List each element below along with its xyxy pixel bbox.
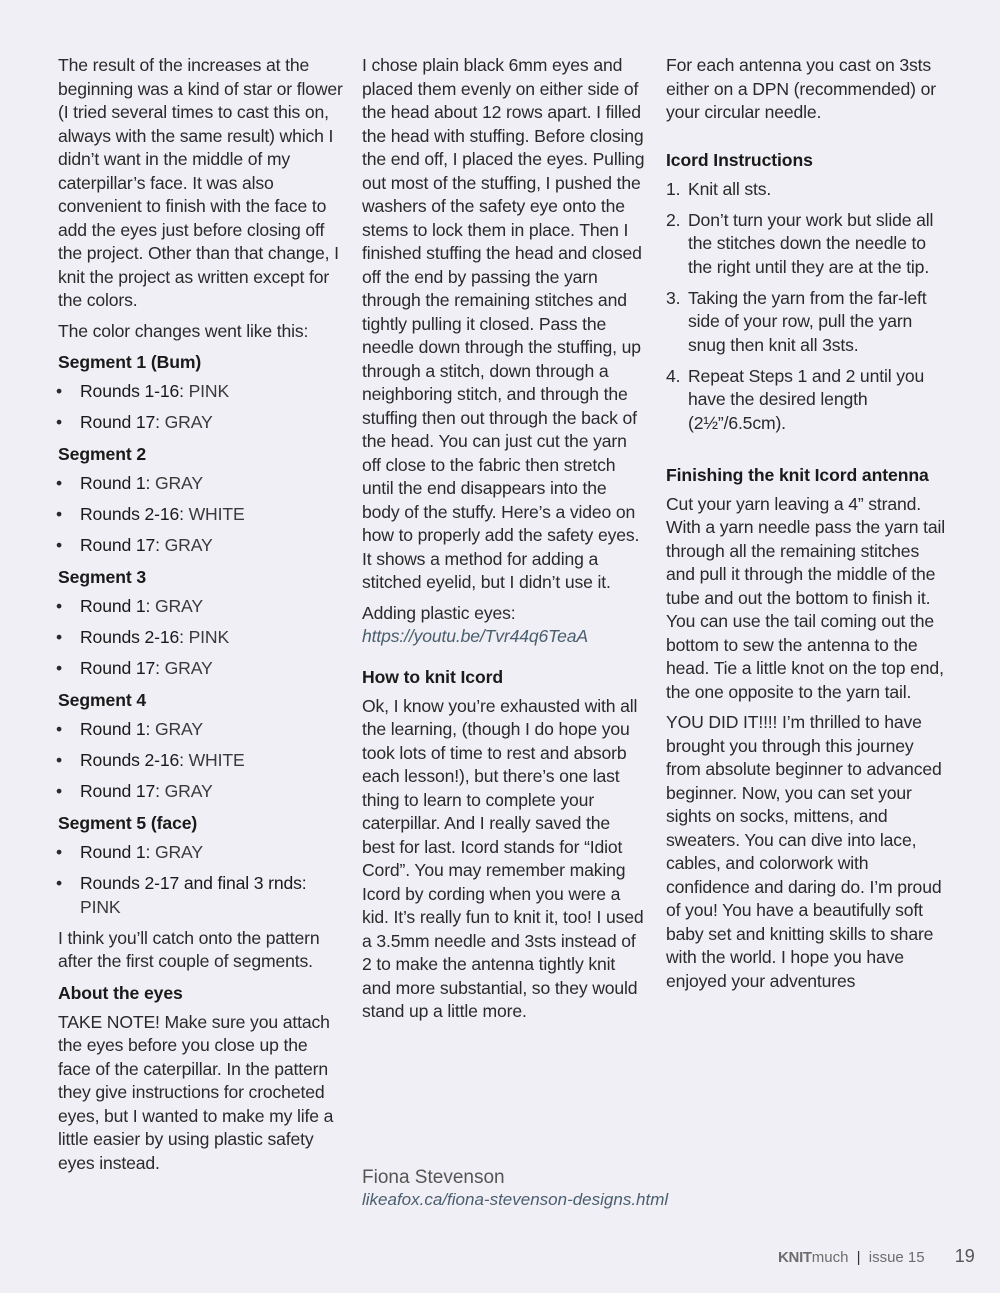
step-text: Don’t turn your work but slide all the stitches down the needle to the right until they are at the tip. xyxy=(688,209,934,277)
video-link[interactable]: https://youtu.be/Tvr44q6TeaA xyxy=(362,626,588,646)
round-color: GRAY xyxy=(164,412,213,432)
bullet-icon: • xyxy=(56,473,63,493)
round-list xyxy=(58,595,343,681)
round-label: Round 1 xyxy=(80,719,146,739)
round-colon: : xyxy=(155,658,160,678)
segment-heading: Segment 2 xyxy=(58,444,147,464)
round-colon: : xyxy=(155,412,160,432)
step-text: Knit all sts. xyxy=(688,178,772,199)
icord-heading: How to knit Icord xyxy=(362,666,504,687)
round-item xyxy=(57,534,342,558)
round-color: PINK xyxy=(188,381,230,401)
round-color: GRAY xyxy=(154,473,203,493)
round-colon: : xyxy=(145,596,151,616)
round-colon: : xyxy=(179,750,184,770)
finishing-heading: Finishing the knit Icord antenna xyxy=(666,464,929,485)
bullet-icon: • xyxy=(56,781,63,801)
round-item xyxy=(57,780,342,804)
page-footer xyxy=(778,1246,975,1267)
round-item xyxy=(57,411,342,435)
round-color: GRAY xyxy=(164,781,213,801)
round-color: GRAY xyxy=(164,535,213,555)
round-list xyxy=(58,380,343,435)
video-block xyxy=(362,602,647,649)
round-color: GRAY xyxy=(154,596,203,616)
bullet-icon: • xyxy=(56,596,63,616)
column-1 xyxy=(58,54,343,1182)
column-3 xyxy=(666,54,951,1000)
spacer xyxy=(362,649,647,665)
issue-number: issue 15 xyxy=(868,1249,925,1266)
icord-paragraph: Ok, I know you’re exhausted with all the learning, (though I do hope you took lots of time to rest and absorb each lesson!), but there’s one last thing to learn to complete your caterpillar. And I really saved the best for last. Icord stands for “Idiot Cord”. You may remember making Icord by cording when you were a kid. It’s really fun to knit it, too! I used a 3.5mm needle and 3sts instead of 2 to make the antenna tightly knit and more substantial, so they would stand up a little more. xyxy=(362,695,644,1021)
step-number: 3. xyxy=(666,287,681,308)
bullet-icon: • xyxy=(56,873,63,893)
eyes-placement-paragraph: I chose plain black 6mm eyes and placed them evenly on either side of the head about 12 rows apart. I filled the head with stuffing. Before closing the end off, I placed the eyes. Pulling out most of the stuffing, I pushed the washers of the safety eye onto the stems to lock them in place. Then I finished stuffing the head and closed off the end by passing the yarn through the remaining stitches and tightly pulling it closed. Pass the needle down through the stuffing, up through a stitch, down through a neighboring stitch, and through the stuffing then out through the back of the head. You can just cut the yarn off close to the fabric then stretch until the end disappears into the body of the stuffy. Here’s a video on how to properly add the safety eyes. It shows a method for adding a stitched eyelid, but I didn’t use it. xyxy=(362,55,645,592)
round-item xyxy=(57,749,342,773)
icord-steps-list xyxy=(666,178,951,436)
step-number: 1. xyxy=(666,178,681,199)
round-color: PINK xyxy=(80,896,121,917)
step-text: Taking the yarn from the far-left side of your row, pull the yarn snug then knit all 3sts. xyxy=(688,287,927,355)
round-label: Round 1 xyxy=(80,596,146,616)
round-colon: : xyxy=(179,504,184,524)
round-color: WHITE xyxy=(188,504,245,524)
bullet-icon: • xyxy=(56,504,63,524)
outro-paragraph: I think you’ll catch onto the pattern after the first couple of segments. xyxy=(58,927,320,971)
segment-list xyxy=(58,350,343,919)
footer-separator: | xyxy=(856,1249,861,1266)
round-list xyxy=(58,718,343,804)
round-color: GRAY xyxy=(154,842,203,862)
round-colon: : xyxy=(145,719,151,739)
round-label: Rounds 1-16 xyxy=(80,381,180,401)
round-label: Rounds 2-16 xyxy=(80,504,180,524)
segment-heading: Segment 4 xyxy=(58,690,147,710)
round-colon: : xyxy=(301,873,307,893)
icord-step xyxy=(666,365,951,436)
round-color: PINK xyxy=(188,627,230,647)
round-item xyxy=(57,380,342,404)
author-website-link[interactable]: likeafox.ca/fiona-stevenson-designs.html xyxy=(362,1190,669,1209)
bullet-icon: • xyxy=(56,627,63,647)
bullet-icon: • xyxy=(56,719,63,739)
bullet-icon: • xyxy=(56,658,63,678)
round-colon: : xyxy=(179,627,184,647)
color-changes-intro: The color changes went like this: xyxy=(58,320,309,341)
author-name: Fiona Stevenson xyxy=(362,1167,505,1188)
magazine-brand-light: much xyxy=(811,1249,849,1266)
round-list xyxy=(58,841,343,919)
round-label: Round 1 xyxy=(80,473,146,493)
round-label: Rounds 2-17 and final 3 rnds xyxy=(80,873,302,893)
round-item xyxy=(57,872,342,919)
round-colon: : xyxy=(179,381,184,401)
magazine-brand-bold: KNIT xyxy=(778,1249,812,1266)
round-list xyxy=(58,472,343,558)
column-2 xyxy=(362,54,647,1031)
finishing-paragraph: Cut your yarn leaving a 4” strand. With a yarn needle pass the yarn tail through all the remaining stitches and pull it through the middle of the tube and out the bottom to finish it. You can use the tail coming out the bottom to sew the antenna to the head. Tie a little knot on the top end, the one opposite to the yarn tail. xyxy=(666,493,946,702)
round-item xyxy=(57,626,342,650)
round-colon: : xyxy=(145,473,151,493)
segment-heading: Segment 3 xyxy=(58,567,147,587)
round-item xyxy=(57,841,342,865)
round-label: Round 17 xyxy=(80,412,156,432)
step-number: 2. xyxy=(666,209,681,230)
round-label: Round 1 xyxy=(80,842,146,862)
round-color: GRAY xyxy=(154,719,203,739)
closing-paragraph: YOU DID IT!!!! I’m thrilled to have brought you through this journey from absolute beginner to advanced beginner. Now, you can set your sights on socks, mittens, and sweaters. You can dive into lace, cables, and colorwork with confidence and daring do. I’m proud of you! You have a beautifully soft baby set and knitting skills to share with the world. I hope you have enjoyed your adventures xyxy=(666,712,942,991)
step-number: 4. xyxy=(666,365,681,386)
page-number: 19 xyxy=(954,1246,975,1266)
eyes-heading: About the eyes xyxy=(58,982,183,1003)
bullet-icon: • xyxy=(56,412,63,432)
round-label: Round 17 xyxy=(80,781,156,801)
icord-step xyxy=(666,178,951,202)
bullet-icon: • xyxy=(56,750,63,770)
bullet-icon: • xyxy=(56,381,63,401)
author-block xyxy=(362,1166,668,1211)
round-label: Round 17 xyxy=(80,535,156,555)
round-color: WHITE xyxy=(188,750,245,770)
icord-step xyxy=(666,287,951,358)
segment-heading: Segment 5 (face) xyxy=(58,813,198,833)
round-colon: : xyxy=(145,842,151,862)
round-item xyxy=(57,503,342,527)
spacer xyxy=(666,443,951,463)
bullet-icon: • xyxy=(56,535,63,555)
spacer xyxy=(666,132,951,148)
segment-heading: Segment 1 (Bum) xyxy=(58,352,202,372)
intro-paragraph: The result of the increases at the beginning was a kind of star or flower (I tried several times to cast this on, always with the same result) which I didn’t want in the middle of my caterpillar’s face. It was also convenient to finish with the face to add the eyes just before closing off the project. Other than that change, I knit the project as written except for the colors. xyxy=(58,55,343,310)
round-color: GRAY xyxy=(164,658,213,678)
antenna-intro: For each antenna you cast on 3sts either on a DPN (recommended) or your circular needle. xyxy=(666,55,936,122)
round-colon: : xyxy=(155,781,160,801)
step-text: Repeat Steps 1 and 2 until you have the desired length (2½”/6.5cm). xyxy=(688,365,925,433)
video-label: Adding plastic eyes: xyxy=(362,602,516,623)
icord-step xyxy=(666,209,951,280)
round-label: Round 17 xyxy=(80,658,156,678)
eyes-paragraph: TAKE NOTE! Make sure you attach the eyes before you close up the face of the caterpillar. In the pattern they give instructions for crocheted eyes, but I wanted to make my life a little easier by using plastic safety eyes instead. xyxy=(58,1011,334,1173)
round-item xyxy=(57,595,342,619)
bullet-icon: • xyxy=(56,842,63,862)
round-item xyxy=(57,472,342,496)
round-label: Rounds 2-16 xyxy=(80,627,180,647)
round-item xyxy=(57,657,342,681)
icord-instructions-heading: Icord Instructions xyxy=(666,149,813,170)
round-item xyxy=(57,718,342,742)
round-label: Rounds 2-16 xyxy=(80,750,180,770)
round-colon: : xyxy=(155,535,160,555)
